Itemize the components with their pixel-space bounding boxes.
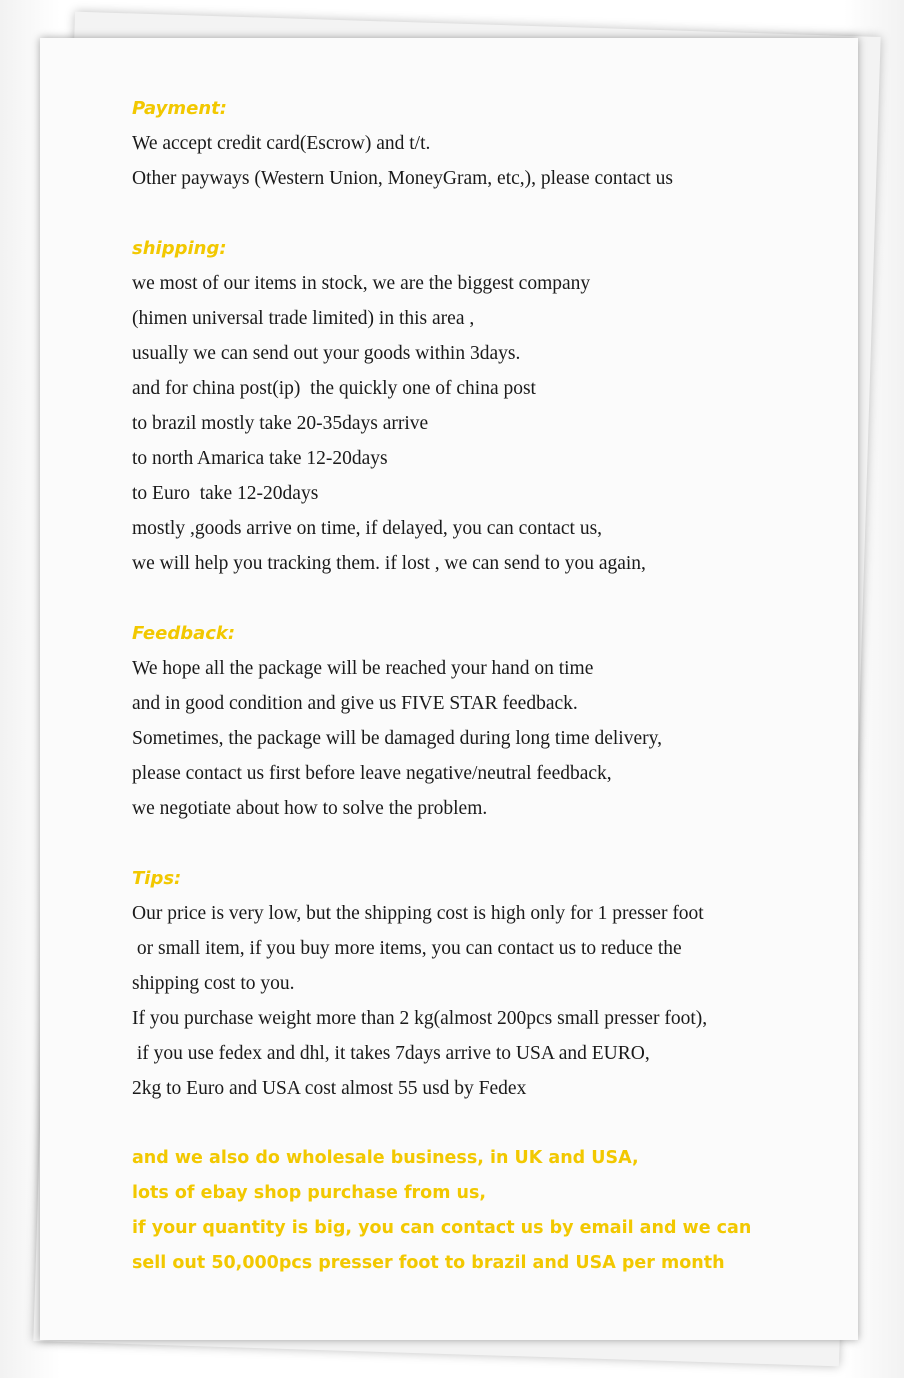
tips-section (132, 861, 832, 1106)
tips-line: shipping cost to you. (132, 973, 295, 994)
tips-line: 2kg to Euro and USA cost almost 55 usd by Fedex (132, 1078, 527, 1099)
promo-line: and we also do wholesale business, in UK and USA, (132, 1148, 639, 1168)
tips-line: If you purchase weight more than 2 kg(almost 200pcs small presser foot), (132, 1008, 708, 1029)
shipping-line: mostly ,goods arrive on time, if delayed, you can contact us, (132, 518, 603, 539)
shipping-line: to north Amarica take 12-20days (132, 448, 388, 469)
shipping-line: to brazil mostly take 20-35days arrive (132, 413, 429, 434)
feedback-line: we negotiate about how to solve the problem. (132, 798, 488, 819)
feedback-section (132, 616, 832, 826)
promo-line: sell out 50,000pcs presser foot to brazil and USA per month (132, 1253, 725, 1273)
promo-line: lots of ebay shop purchase from us, (132, 1183, 487, 1203)
tips-line: Our price is very low, but the shipping cost is high only for 1 presser foot (132, 903, 704, 924)
shipping-line: (himen universal trade limited) in this area , (132, 308, 475, 329)
feedback-line: please contact us first before leave negative/neutral feedback, (132, 763, 612, 784)
payment-heading: Payment: (132, 98, 227, 119)
tips-line: or small item, if you buy more items, you can contact us to reduce the (132, 938, 682, 959)
payment-line: Other payways (Western Union, MoneyGram, etc,), please contact us (132, 168, 674, 189)
shipping-line: to Euro take 12-20days (132, 483, 319, 504)
shipping-heading: shipping: (132, 238, 227, 259)
wholesale-promo-section (132, 1141, 832, 1281)
shipping-line: and for china post(ip) the quickly one of china post (132, 378, 536, 399)
store-policy-document (132, 91, 832, 1316)
shipping-line: we most of our items in stock, we are the biggest company (132, 273, 591, 294)
feedback-line: and in good condition and give us FIVE STAR feedback. (132, 693, 578, 714)
feedback-line: We hope all the package will be reached your hand on time (132, 658, 594, 679)
payment-line: We accept credit card(Escrow) and t/t. (132, 133, 431, 154)
shipping-line: usually we can send out your goods within 3days. (132, 343, 521, 364)
tips-line: if you use fedex and dhl, it takes 7days arrive to USA and EURO, (132, 1043, 650, 1064)
feedback-line: Sometimes, the package will be damaged during long time delivery, (132, 728, 662, 749)
tips-heading: Tips: (132, 868, 182, 889)
shipping-section (132, 231, 832, 581)
feedback-heading: Feedback: (132, 623, 236, 644)
payment-section (132, 91, 832, 196)
shipping-line: we will help you tracking them. if lost , we can send to you again, (132, 553, 646, 574)
promo-line: if your quantity is big, you can contact us by email and we can (132, 1218, 752, 1238)
